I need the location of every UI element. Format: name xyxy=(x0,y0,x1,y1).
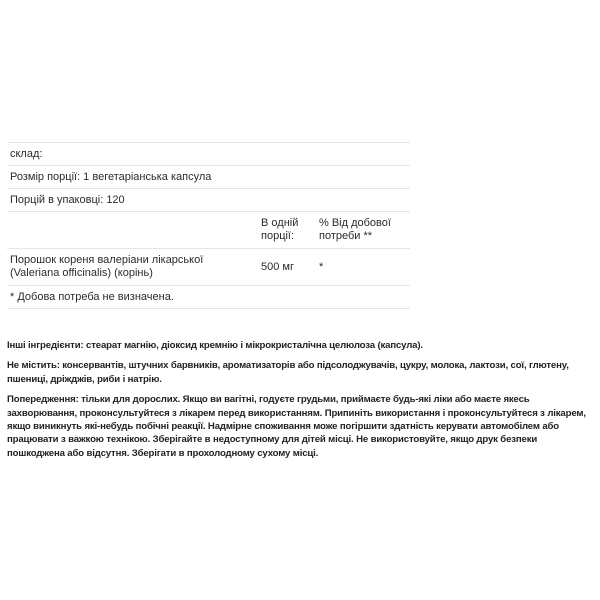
ingredient-name: Порошок кореня валеріани лікарської (Valeriana officinalis) (корінь) xyxy=(7,249,258,286)
supplement-facts-table xyxy=(7,142,410,309)
footnote-row xyxy=(7,286,410,309)
servings-per-container-row xyxy=(7,189,410,212)
ingredient-daily-value: * xyxy=(316,249,410,286)
table-row xyxy=(7,249,410,286)
servings-per-container: Порцій в упаковці: 120 xyxy=(7,189,410,212)
other-ingredients: Інші інгредієнти: стеарат магнію, діоксид кремнію і мікрокристалічна целюлоза (капсула). xyxy=(7,340,423,351)
warning-statement: Попередження: тільки для дорослих. Якщо ви вагітні, годуєте грудьми, приймаєте будь-які ліки або маєте якесь захворювання, проконсультуйтеся з лікарем перед використанням. Припиніть використання і проконсультуйтеся з лікарем, якщо виникнуть які-небудь побічні реакції. Надмірне споживання може погіршити здатність керувати автомобілем або працювати з важкою технікою. Зберігайте в недоступному для дітей місці. Не використовуйте, якщо друк безпеки пошкоджена або відсутня. Зберігати в прохолодному сухому місці. xyxy=(7,394,586,459)
footnote: * Добова потреба не визначена. xyxy=(7,286,410,309)
composition-row xyxy=(7,143,410,166)
table-header-row xyxy=(7,212,410,249)
header-ingredient xyxy=(7,212,258,249)
free-of-statement: Не містить: консервантів, штучних барвників, ароматизаторів або підсолоджувачів, цукру, молока, лактози, сої, глютену, пшениці, дріжджів, риби і натрію. xyxy=(7,360,569,385)
ingredient-amount: 500 мг xyxy=(258,249,316,286)
serving-size-row xyxy=(7,166,410,189)
serving-size: Розмір порції: 1 вегетаріанська капсула xyxy=(7,166,410,189)
product-notes xyxy=(7,339,597,467)
header-amount: В одній порції: xyxy=(258,212,316,249)
composition-label: склад: xyxy=(7,143,410,166)
header-daily-value: % Від добової потреби ** xyxy=(316,212,410,249)
